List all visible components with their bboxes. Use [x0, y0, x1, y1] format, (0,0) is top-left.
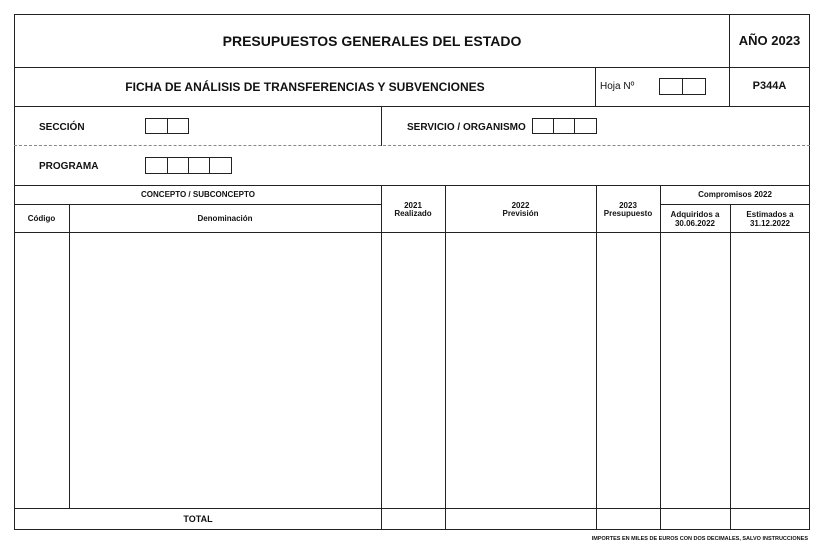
servicio-box-3[interactable]	[574, 118, 597, 134]
servicio-right-border	[809, 107, 810, 146]
compromisos-group-header: Compromisos 2022	[698, 190, 772, 199]
sheet-number-box-2[interactable]	[682, 78, 706, 95]
servicio-label: SERVICIO / ORGANISMO	[407, 122, 526, 133]
col-2023-label: Presupuesto	[603, 209, 653, 218]
col-2021-year: 2021	[404, 201, 422, 210]
programa-box-2[interactable]	[167, 157, 189, 174]
table-body-denominacion[interactable]	[70, 233, 381, 508]
form-code: P344A	[752, 80, 787, 92]
codigo-header: Código	[27, 214, 56, 223]
programa-box-3[interactable]	[188, 157, 210, 174]
table-body-2023[interactable]	[597, 233, 660, 508]
seccion-left-border	[14, 107, 15, 146]
table-body-codigo[interactable]	[15, 233, 69, 508]
table-body-2021[interactable]	[382, 233, 445, 508]
programa-label: PROGRAMA	[39, 161, 99, 172]
col-2022-year: 2022	[511, 201, 530, 210]
table-total-top	[14, 508, 810, 509]
seccion-label: SECCIÓN	[39, 122, 85, 133]
table-body-estimados[interactable]	[731, 233, 809, 508]
servicio-box-1[interactable]	[532, 118, 554, 134]
estimados-line2: 31.12.2022	[749, 219, 791, 228]
col-2022-label: Previsión	[502, 209, 539, 218]
table-body-2022[interactable]	[446, 233, 596, 508]
estimados-line1: Estimados a	[746, 210, 794, 219]
footnote: IMPORTES EN MILES DE EUROS CON DOS DECIMALES, SALVO INSTRUCCIONES	[591, 536, 808, 542]
concepto-group-header: CONCEPTO / SUBCONCEPTO	[141, 190, 255, 199]
programa-left-border	[14, 146, 15, 186]
sheet-number-box-1[interactable]	[659, 78, 683, 95]
programa-box-4[interactable]	[209, 157, 232, 174]
seccion-box-1[interactable]	[145, 118, 168, 134]
total-label: TOTAL	[183, 514, 213, 524]
form-subtitle: FICHA DE ANÁLISIS DE TRANSFERENCIAS Y SUBVENCIONES	[125, 80, 485, 94]
table-body-adquiridos[interactable]	[661, 233, 730, 508]
programa-box-1[interactable]	[145, 157, 168, 174]
col-2021-label: Realizado	[394, 209, 432, 218]
seccion-bottom-line	[14, 145, 810, 146]
adquiridos-line1: Adquiridos a	[670, 210, 720, 219]
programa-right-border	[809, 146, 810, 186]
col-2023-year: 2023	[619, 201, 637, 210]
compromisos-group-underline	[660, 204, 810, 205]
sheet-number-label: Hoja Nº	[600, 81, 635, 92]
page-title: PRESUPUESTOS GENERALES DEL ESTADO	[222, 33, 522, 49]
seccion-box-2[interactable]	[167, 118, 189, 134]
seccion-divider	[381, 107, 382, 146]
year-label: AÑO 2023	[738, 33, 801, 48]
adquiridos-line2: 30.06.2022	[674, 219, 716, 228]
servicio-box-2[interactable]	[553, 118, 575, 134]
denominacion-header: Denominación	[197, 214, 253, 223]
